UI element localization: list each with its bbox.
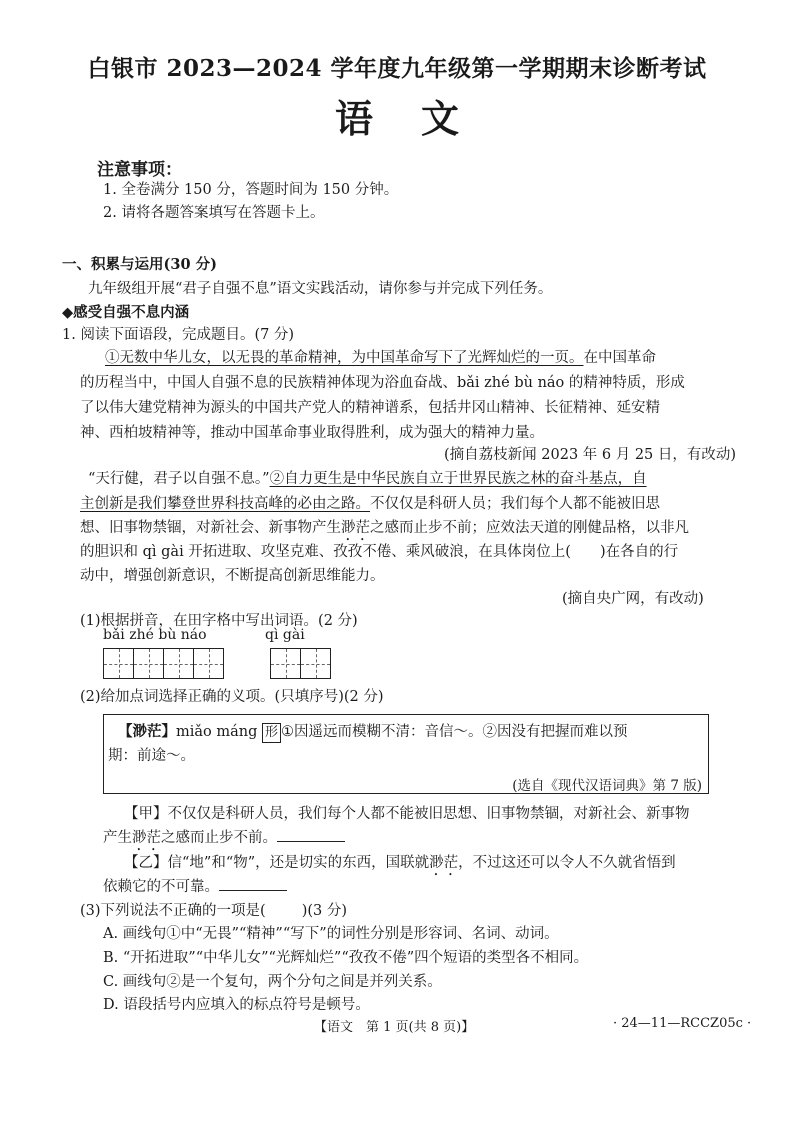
- passage-source: (摘自央广网，有改动): [562, 591, 704, 607]
- underlined-sentence-1: ①无数中华儿女，以无畏的革命精神，为中国革命写下了光辉灿烂的一页。: [105, 350, 584, 366]
- passage-source: (摘自荔枝新闻 2023 年 6 月 25 日，有改动): [444, 447, 737, 463]
- question-1-2: (2)给加点词选择正确的义项。(只填序号)(2 分): [80, 689, 384, 705]
- section-intro: 九年级组开展“君子自强不息”语文实践活动，请你参与并完成下列任务。: [88, 281, 553, 297]
- passage-line: 的胆识和 qì gài 开拓进取、攻坚克难、孜孜不倦、乘风破浪，在具体岗位上( )在各自的行: [80, 544, 679, 560]
- example-jia: 产生渺茫之感而止步不前。: [103, 825, 345, 854]
- passage-line: 主创新是我们攀登世界科技高峰的必由之路。不仅仅是科研人员；我们每个人都不能被旧思: [80, 496, 660, 512]
- dictionary-box: [103, 714, 709, 794]
- underlined-sentence-2: ②自力更生是中华民族自立于世界民族之林的奋斗基点，自: [269, 471, 647, 487]
- section-heading: 一、积累与运用(30 分): [62, 256, 217, 273]
- passage-line: ①无数中华儿女，以无畏的革命精神，为中国革命写下了光辉灿烂的一页。在中国革命: [105, 350, 656, 366]
- grid-cell[interactable]: [300, 648, 331, 679]
- grid-cell[interactable]: [163, 648, 194, 679]
- passage-line: 神、西柏坡精神等，推动中国革命事业取得胜利，成为强大的精神力量。: [80, 425, 544, 441]
- page-footer: 【语文 第 1 页(共 8 页)】: [314, 1020, 475, 1035]
- notice-item: 1. 全卷满分 150 分，答题时间为 150 分钟。: [103, 182, 399, 198]
- part-of-speech-box: 形: [262, 723, 281, 743]
- example-yi: 【乙】信“地”和“物”，还是切实的东西，国联就渺茫，不过这还可以令人不久就省悟到: [124, 855, 676, 871]
- option-d: D. 语段括号内应填入的标点符号是顿号。: [103, 997, 370, 1013]
- paper-code: · 24—11—RCCZ05c ·: [613, 1016, 752, 1031]
- example-yi: 依赖它的不可靠。: [103, 874, 287, 902]
- grid-cell[interactable]: [270, 648, 301, 679]
- passage-line: 了以伟大建党精神为源头的中国共产党人的精神谱系，包括井冈山精神、长征精神、延安精: [80, 400, 660, 416]
- dictionary-source: (选自《现代汉语词典》第 7 版): [512, 778, 702, 794]
- answer-blank[interactable]: [219, 874, 287, 891]
- exam-title: 白银市 2023—2024 学年度九年级第一学期期末诊断考试: [87, 55, 707, 82]
- question-1: 1. 阅读下面语段，完成题目。(7 分): [62, 327, 295, 343]
- pinyin-label: qì gài: [265, 627, 305, 643]
- grid-cell[interactable]: [103, 648, 134, 679]
- passage-line: “天行健，君子以自强不息。”②自力更生是中华民族自立于世界民族之林的奋斗基点，自: [88, 471, 647, 487]
- pinyin-label: bǎi zhé bù náo: [103, 627, 207, 643]
- passage-line: 想、旧事物禁锢，对新社会、新事物产生渺茫之感而止步不前；应效法天道的刚健品格，以非凡: [80, 520, 689, 536]
- answer-blank[interactable]: [277, 825, 345, 842]
- question-1-1: (1)根据拼音，在田字格中写出词语。(2 分): [80, 613, 358, 629]
- passage-line: 动中，增强创新意识，不断提高创新思维能力。: [80, 568, 385, 584]
- grid-cell[interactable]: [193, 648, 224, 679]
- subject-title: 语文: [334, 96, 507, 141]
- answer-grid-1[interactable]: [103, 648, 223, 679]
- dictionary-entry: 期：前途～。: [108, 748, 195, 764]
- question-1-3: (3)下列说法不正确的一项是( )(3 分): [80, 903, 348, 919]
- option-b: B. “开拓进取”“中华儿女”“光辉灿烂”“孜孜不倦”四个短语的类型各不相同。: [103, 950, 589, 966]
- dictionary-entry: 【渺茫】miǎo máng 形 ①因遥远而模糊不清：音信～。②因没有把握而难以预: [118, 718, 628, 747]
- task-heading: ◆感受自强不息内涵: [62, 304, 190, 321]
- option-a: A. 画线句①中“无畏”“精神”“写下”的词性分别是形容词、名词、动词。: [103, 926, 559, 942]
- passage-line: 的历程当中，中国人自强不息的民族精神体现为浴血奋战、bǎi zhé bù náo 的精神特质，形成: [80, 375, 685, 391]
- example-jia: 【甲】不仅仅是科研人员，我们每个人都不能被旧思想、旧事物禁锢，对新社会、新事物: [124, 806, 690, 822]
- option-c: C. 画线句②是一个复句，两个分句之间是并列关系。: [103, 974, 442, 990]
- notice-heading: 注意事项：: [97, 160, 182, 180]
- dotted-word: 渺茫: [341, 520, 370, 536]
- notice-item: 2. 请将各题答案填写在答题卡上。: [103, 205, 325, 221]
- answer-grid-2[interactable]: [270, 648, 330, 679]
- grid-cell[interactable]: [133, 648, 164, 679]
